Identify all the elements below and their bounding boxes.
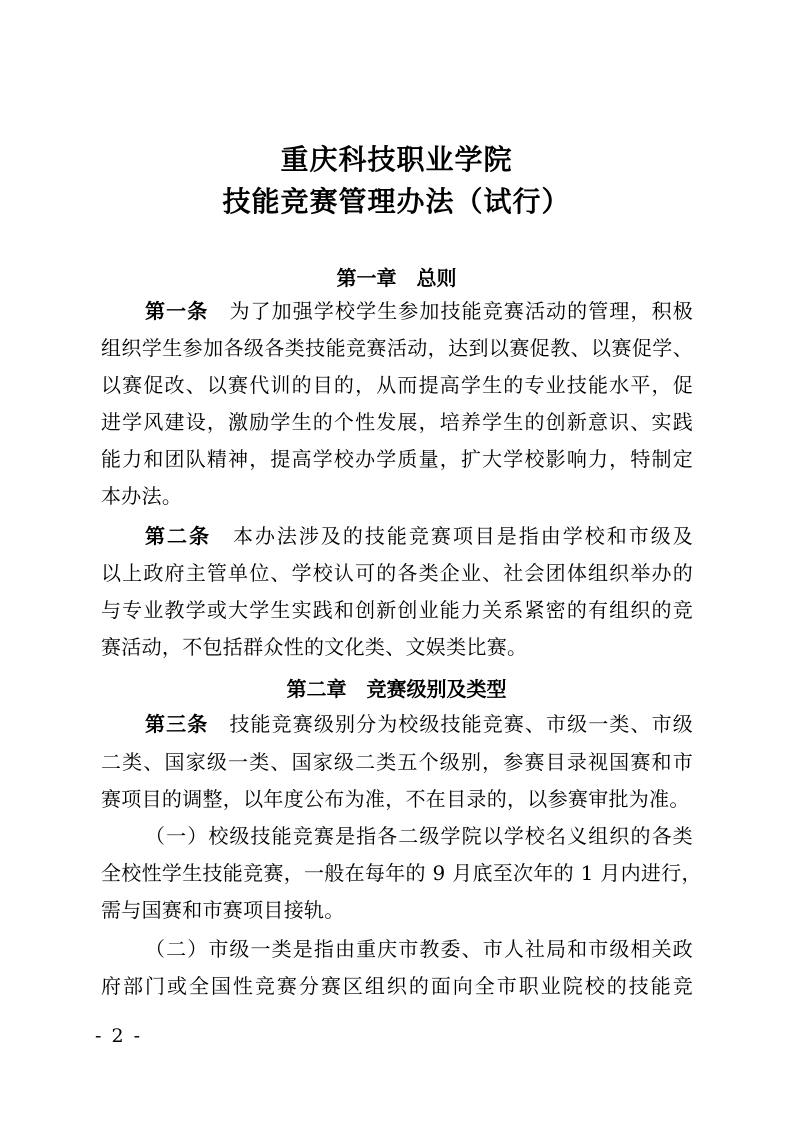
- article-1-line: 能力和团队精神，提高学校办学质量，扩大学校影响力，特制定: [101, 447, 693, 471]
- article-1-line: 组织学生参加各级各类技能竞赛活动，达到以赛促教、以赛促学、: [101, 336, 693, 360]
- document-title-line2: 技能竞赛管理办法（试行）: [222, 185, 571, 218]
- article-2-label: 第二条: [145, 524, 233, 548]
- article-2-line: 赛活动，不包括群众性的文化类、文娱类比赛。: [101, 635, 528, 659]
- document-title-line1: 重庆科技职业学院: [280, 143, 513, 176]
- page-number: - 2 -: [95, 1025, 143, 1047]
- article-1-line: [145, 297, 693, 325]
- chapter-heading-2: 第二章 竞赛级别及类型: [286, 677, 507, 701]
- article-1-text: 为了加强学校学生参加技能竞赛活动的管理，积极: [229, 299, 693, 323]
- article-3-label: 第三条: [145, 712, 230, 736]
- item-1-line: （一）校级技能竞赛是指各二级学院以学校名义组织的各类: [145, 824, 693, 848]
- article-3-line: [145, 710, 693, 738]
- article-1-line: 以赛促改、以赛代训的目的，从而提高学生的专业技能水平，促: [101, 373, 693, 397]
- item-1-line: 全校性学生技能竞赛，一般在每年的 9 月底至次年的 1 月内进行，: [101, 861, 702, 885]
- article-3-text: 技能竞赛级别分为校级技能竞赛、市级一类、市级: [229, 712, 693, 736]
- article-1-line: 进学风建设，激励学生的个性发展，培养学生的创新意识、实践: [101, 410, 693, 434]
- chapter-heading-1: 第一章 总则: [336, 266, 457, 290]
- article-3-line: 二类、国家级一类、国家级二类五个级别，参赛目录视国赛和市: [101, 750, 693, 774]
- item-1-line: 需与国赛和市赛项目接轨。: [101, 898, 345, 922]
- article-2-line: 以上政府主管单位、学校认可的各类企业、社会团体组织举办的: [101, 561, 693, 585]
- article-1-label: 第一条: [145, 299, 230, 323]
- item-2-line: （二）市级一类是指由重庆市教委、市人社局和市级相关政: [145, 937, 693, 961]
- article-1-line: 本办法。: [101, 484, 183, 508]
- item-2-line: 府部门或全国性竞赛分赛区组织的面向全市职业院校的技能竞: [101, 974, 693, 998]
- article-3-line: 赛项目的调整，以年度公布为准，不在目录的，以参赛审批为准。: [101, 787, 690, 811]
- article-2-text: 本办法涉及的技能竞赛项目是指由学校和市级及: [232, 524, 693, 548]
- article-2-line: [145, 522, 693, 550]
- article-2-line: 与专业教学或大学生实践和创新创业能力关系紧密的有组织的竞: [101, 598, 693, 622]
